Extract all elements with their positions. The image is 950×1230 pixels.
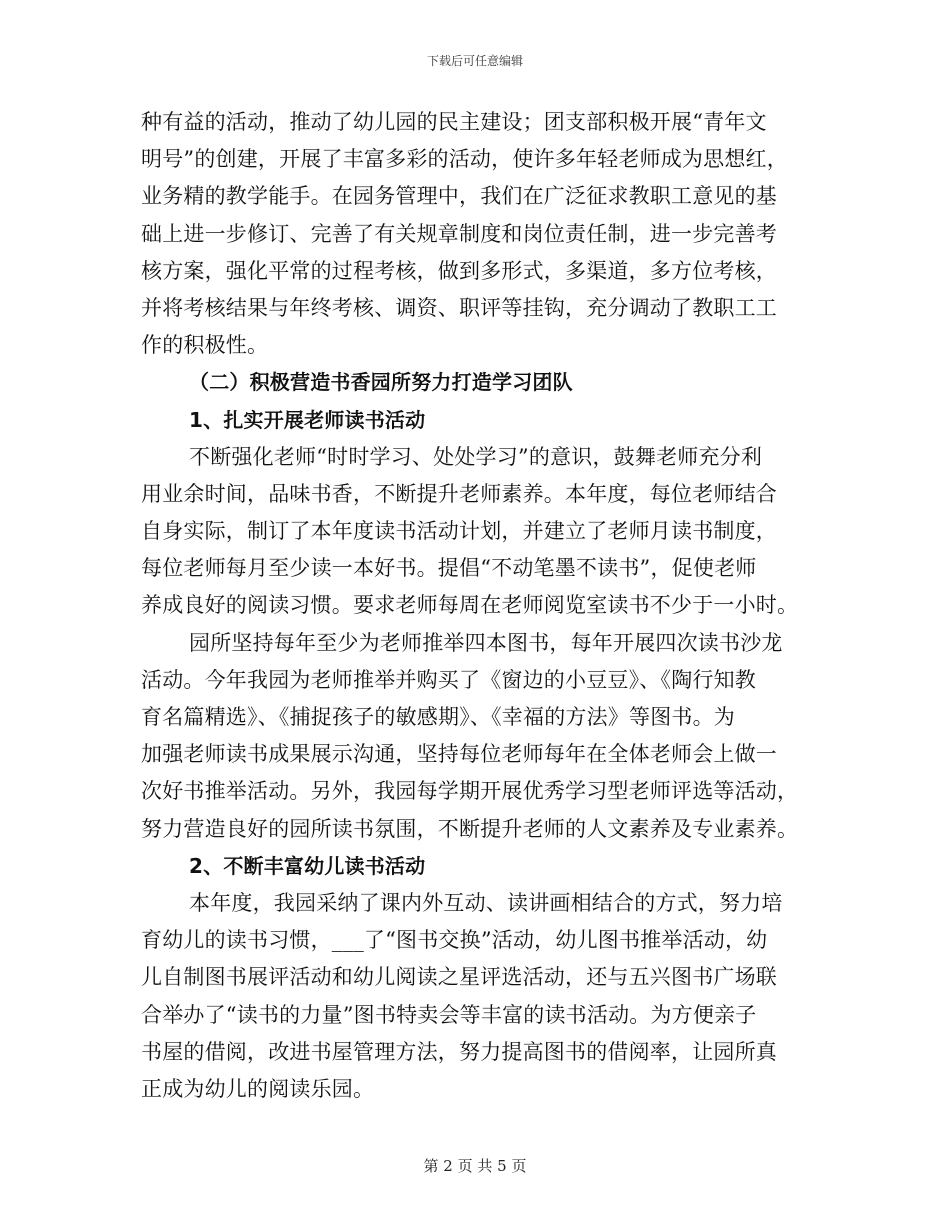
body-line: 园所坚持每年至少为老师推举四本图书，每年开展四次读书沙龙 (189, 630, 783, 655)
body-line: 合举办了“读书的力量”图书特卖会等丰富的读书活动。为方便亲子 (141, 1002, 757, 1027)
section-heading: （二）积极营造书香园所努力打造学习团队 (189, 370, 573, 395)
body-line: 业务精的教学能手。在园务管理中，我们在广泛征求教职工意见的基 (141, 184, 777, 209)
body-line: 加强老师读书成果展示沟通，坚持每位老师每年在全体老师会上做一 (141, 742, 777, 767)
body-line: 自身实际，制订了本年度读书活动计划，并建立了老师月读书制度， (141, 519, 777, 544)
body-line: 并将考核结果与年终考核、调资、职评等挂钩，充分调动了教职工工 (141, 295, 777, 320)
body-line: 本年度，我园采纳了课内外互动、读讲画相结合的方式，努力培 (189, 890, 783, 915)
subsection-heading: 1、扎实开展老师读书活动 (189, 407, 426, 432)
subsection-heading: 2、不断丰富幼儿读书活动 (189, 853, 426, 878)
body-line: 儿自制图书展评活动和幼儿阅读之星评选活动，还与五兴图书广场联 (141, 965, 777, 990)
body-line: 核方案，强化平常的过程考核，做到多形式，多渠道，多方位考核， (141, 258, 777, 283)
body-line: 正成为幼儿的阅读乐园。 (141, 1076, 375, 1101)
body-line: 活动。今年我园为老师推举并购买了《窗边的小豆豆》、《陶行知教 (141, 667, 756, 692)
body-line: 用业余时间，品味书香，不断提升老师素养。本年度，每位老师结合 (141, 481, 777, 506)
body-line: 明号”的创建，开展了丰富多彩的活动，使许多年轻老师成为思想红， (141, 147, 788, 172)
page-header: 下载后可任意编辑 (426, 54, 523, 68)
body-line: 础上进一步修订、完善了有关规章制度和岗位责任制，进一步完善考 (141, 221, 777, 246)
document-body (141, 104, 809, 1108)
body-line: 育名篇精选》、《捕捉孩子的敏感期》、《幸福的方法》等图书。为 (141, 705, 735, 729)
body-line: 每位老师每月至少读一本好书。提倡“不动笔墨不读书”，促使老师 (141, 556, 757, 581)
page-footer: 第 2 页 共 5 页 (423, 1157, 527, 1175)
body-line: 养成良好的阅读习惯。要求老师每周在老师阅览室读书不少于一小时。 (141, 593, 799, 618)
body-line: 次好书推举活动。另外，我园每学期开展优秀学习型老师评选等活动， (141, 779, 799, 804)
body-line: 育幼儿的读书习惯，___了“图书交换”活动，幼儿图书推举活动，幼 (141, 928, 768, 953)
body-line: 种有益的活动，推动了幼儿园的民主建设；团支部积极开展“青年文 (141, 110, 767, 134)
body-line: 作的积极性。 (141, 333, 269, 358)
body-line: 努力营造良好的园所读书氛围，不断提升老师的人文素养及专业素养。 (141, 816, 799, 841)
body-line: 不断强化老师“时时学习、处处学习”的意识，鼓舞老师充分利 (189, 444, 763, 469)
body-line: 书屋的借阅，改进书屋管理方法，努力提高图书的借阅率，让园所真 (141, 1039, 777, 1064)
